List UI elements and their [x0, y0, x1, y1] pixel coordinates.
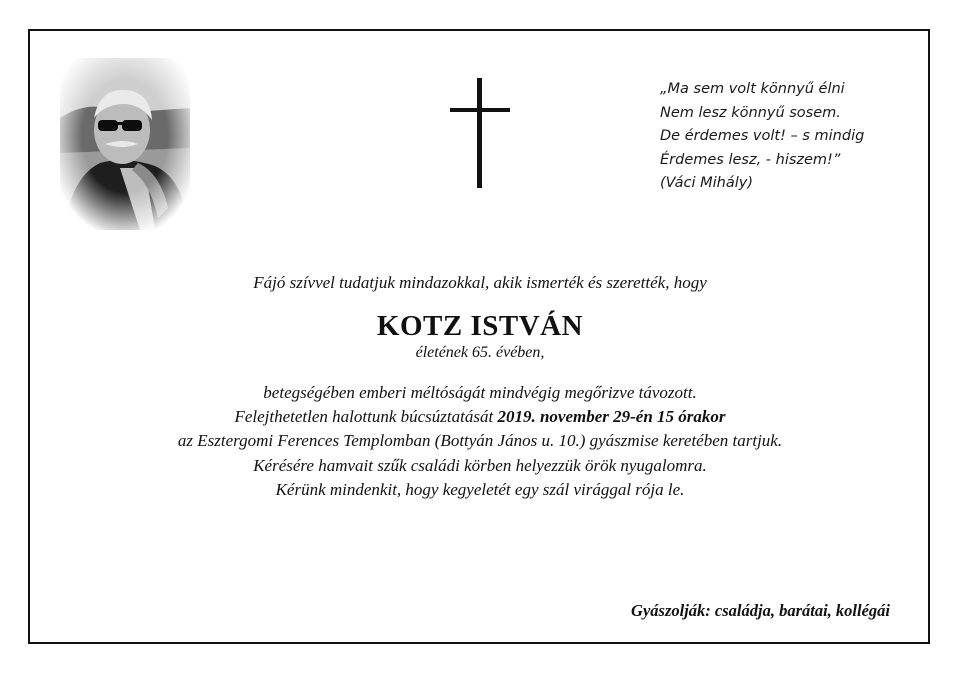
quote-line: Nem lesz könnyű sosem.	[660, 104, 841, 121]
body-line: Kérünk mindenkit, hogy kegyeletét egy szál virággal rója le.	[275, 479, 685, 499]
cross-icon	[450, 78, 510, 190]
body-line	[0, 405, 960, 429]
body-line: az Esztergomi Ferences Templomban (Bottyán János u. 10.) gyászmise keretében tartjuk.	[177, 431, 783, 451]
age-line: életének 65. évében,	[415, 344, 545, 361]
deceased-name: KOTZ ISTVÁN	[376, 310, 584, 342]
poem-quote	[660, 78, 864, 196]
mourners-signature: Gyászolják: családja, barátai, kollégái	[631, 601, 890, 620]
quote-line: Érdemes lesz, - hiszem!”	[660, 151, 841, 168]
quote-author: (Váci Mihály)	[660, 175, 754, 191]
intro-text: Fájó szívvel tudatjuk mindazokkal, akik ismerték és szerették, hogy	[253, 273, 707, 292]
quote-line: „Ma sem volt könnyű élni	[660, 81, 845, 97]
ceremony-date: 2019. november 29-én 15 órakor	[497, 407, 726, 427]
portrait-photo	[60, 58, 190, 230]
body-line: betegségében emberi méltóságát mindvégig megőrizve távozott.	[263, 383, 697, 402]
notice-body	[0, 381, 960, 502]
quote-line: De érdemes volt! – s mindig	[660, 128, 865, 144]
body-line: Kérésére hamvait szűk családi körben helyezzük örök nyugalomra.	[253, 455, 707, 475]
ceremony-intro: Felejthetetlen halottunk búcsúztatását	[234, 407, 498, 427]
